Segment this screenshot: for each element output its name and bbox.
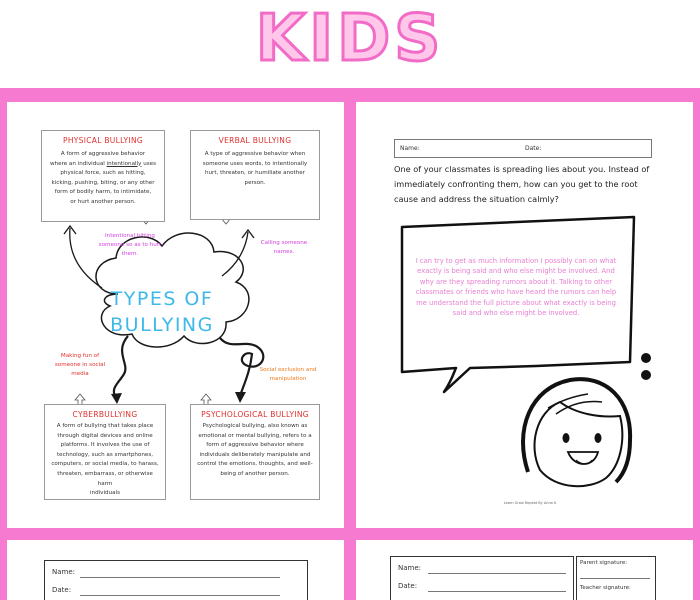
student-answer: I can try to get as much information I possibly can on what exactly is being said and who else might be involved. And why are they spreading rumors about it. Talking to other classmates or friends who have heard the rumors can help me understand the full picture about what exactly is being said and who else might be involved.	[415, 257, 617, 318]
physical-bullying-title: PHYSICAL BULLYING	[63, 136, 143, 145]
verbal-bullying-card	[190, 130, 320, 220]
physical-bullying-description: A form of aggressive behavior where an individual intentionally uses physical force, such as hitting, kicking, pushing, biting, or any other form of bodily harm, to intimidate, or hurt another person.	[49, 151, 157, 205]
girl-face-illustration	[523, 379, 630, 486]
cyber-example-note: Making fun of someone in social media	[54, 353, 106, 377]
physical-example-note: Intentional hitting someone so as to hurt them.	[98, 233, 162, 257]
arrow-to-cyber	[114, 336, 128, 398]
scenario-question: One of your classmates is spreading lies about you. Instead of immediately confronting them, how can you get to the root cause and address the situation calmly?	[394, 164, 650, 204]
name-label-right: Name:	[398, 564, 422, 572]
cyberbullying-title: CYBERBULLYING	[72, 410, 138, 419]
types-of-bullying-heading: TYPES OF BULLYING	[110, 288, 214, 336]
credit-line: Learn Grow Repeat By Anna K	[503, 501, 557, 505]
teacher-signature-label: Teacher signature:	[580, 585, 631, 591]
name-date-bar	[394, 139, 652, 158]
date-label-left: Date:	[52, 586, 72, 594]
verbal-bullying-title: VERBAL BULLYING	[218, 136, 292, 145]
verbal-bullying-description: A type of aggressive behavior when someone uses words, to intentionally hurt, threaten, or humiliate another person.	[202, 151, 308, 186]
name-date-box-right	[390, 556, 574, 600]
name-line-right	[428, 573, 566, 574]
name-label-left: Name:	[52, 568, 76, 576]
psych-example-note: Social exclusion and manipulation	[259, 367, 317, 382]
psychological-bullying-title: PSYCHOLOGICAL BULLYING	[201, 410, 309, 419]
name-date-box-left	[44, 560, 308, 600]
name-line-left	[80, 577, 280, 578]
header-title: KIDS	[255, 2, 445, 76]
verbal-example-note: Calling someone names.	[260, 240, 308, 255]
psychological-bullying-description: Psychological bullying, also known as emotional or mental bullying, refers to a form of aggressive behavior where individuals deliberately manipulate and control the emotions, thoughts, and well- being of another person.	[197, 423, 313, 477]
date-label: Date:	[525, 145, 542, 152]
parent-signature-line	[580, 578, 650, 579]
physical-bullying-card	[41, 130, 165, 222]
cyberbullying-description: A form of bullying that takes place through digital devices and online platforms. It involves the use of technology, such as smartphones, computers, or social media, to harass, threaten, embarrass, or otherwise harm individuals	[51, 423, 159, 497]
date-line-right	[428, 591, 566, 592]
date-line-left	[80, 595, 280, 596]
parent-signature-label: Parent signature:	[580, 560, 628, 566]
cyberbullying-card	[44, 404, 166, 500]
date-label-right: Date:	[398, 582, 418, 590]
name-label: Name:	[400, 145, 420, 152]
psychological-bullying-card	[190, 404, 320, 500]
